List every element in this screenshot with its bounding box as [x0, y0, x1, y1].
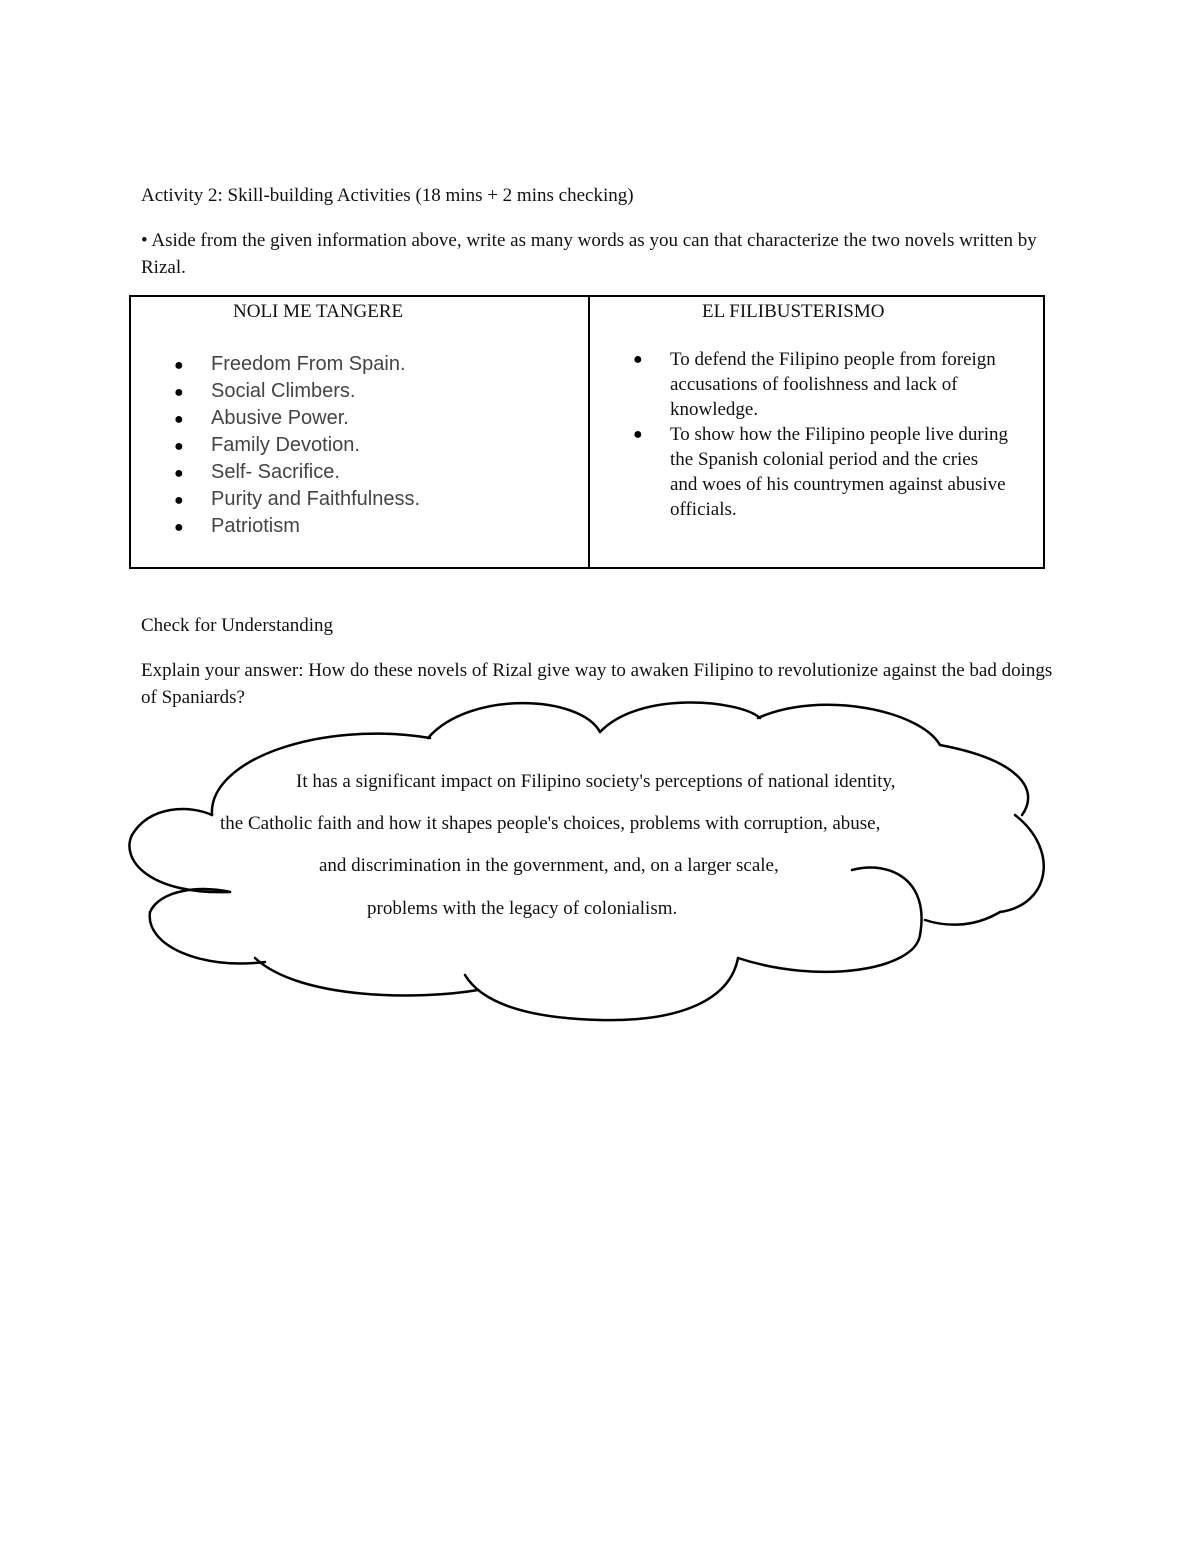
noli-title: NOLI ME TANGERE [233, 301, 404, 322]
activity-heading: Activity 2: Skill-building Activities (18 mins + 2 mins checking) [141, 185, 634, 206]
check-title: Check for Understanding [141, 615, 334, 636]
bullet-icon: ● [174, 411, 184, 428]
list-item: ● To show how the Filipino people live during the Spanish colonial period and the cries and woes of his countrymen against abusive officials. [633, 424, 1009, 520]
check-question: Explain your answer: How do these novels of Rizal give way to awaken Filipino to revolutionize against the bad doings of Spaniards? [141, 660, 1053, 708]
list-item: ● Freedom From Spain. [171, 351, 420, 378]
bullet-icon: ● [174, 492, 184, 509]
fili-title: EL FILIBUSTERISMO [702, 301, 885, 322]
bullet-icon: ● [174, 384, 184, 401]
list-item: ● To defend the Filipino people from foreign accusations of foolishness and lack of knowledge. [633, 349, 996, 420]
bullet-icon: ● [174, 519, 184, 536]
bullet-icon: ● [633, 426, 643, 443]
list-item: ● Patriotism [171, 513, 420, 540]
list-item: ● Purity and Faithfulness. [171, 486, 420, 513]
bullet-icon: ● [174, 465, 184, 482]
bullet-icon: ● [174, 438, 184, 455]
answer-line: It has a significant impact on Filipino society's perceptions of national identity, [296, 771, 896, 792]
answer-line: problems with the legacy of colonialism. [367, 898, 678, 919]
activity-instruction: • Aside from the given information above, write as many words as you can that characterize the two novels written by Rizal. [141, 230, 1037, 278]
list-item: ● Self- Sacrifice. [171, 459, 420, 486]
answer-line: the Catholic faith and how it shapes people's choices, problems with corruption, abuse, [220, 813, 881, 834]
list-item: ● Abusive Power. [171, 405, 420, 432]
answer-line: and discrimination in the government, and, on a larger scale, [319, 855, 779, 876]
bullet-icon: ● [633, 351, 643, 368]
bullet-icon: ● [174, 357, 184, 374]
list-item: ● Social Climbers. [171, 378, 420, 405]
list-item: ● Family Devotion. [171, 432, 420, 459]
